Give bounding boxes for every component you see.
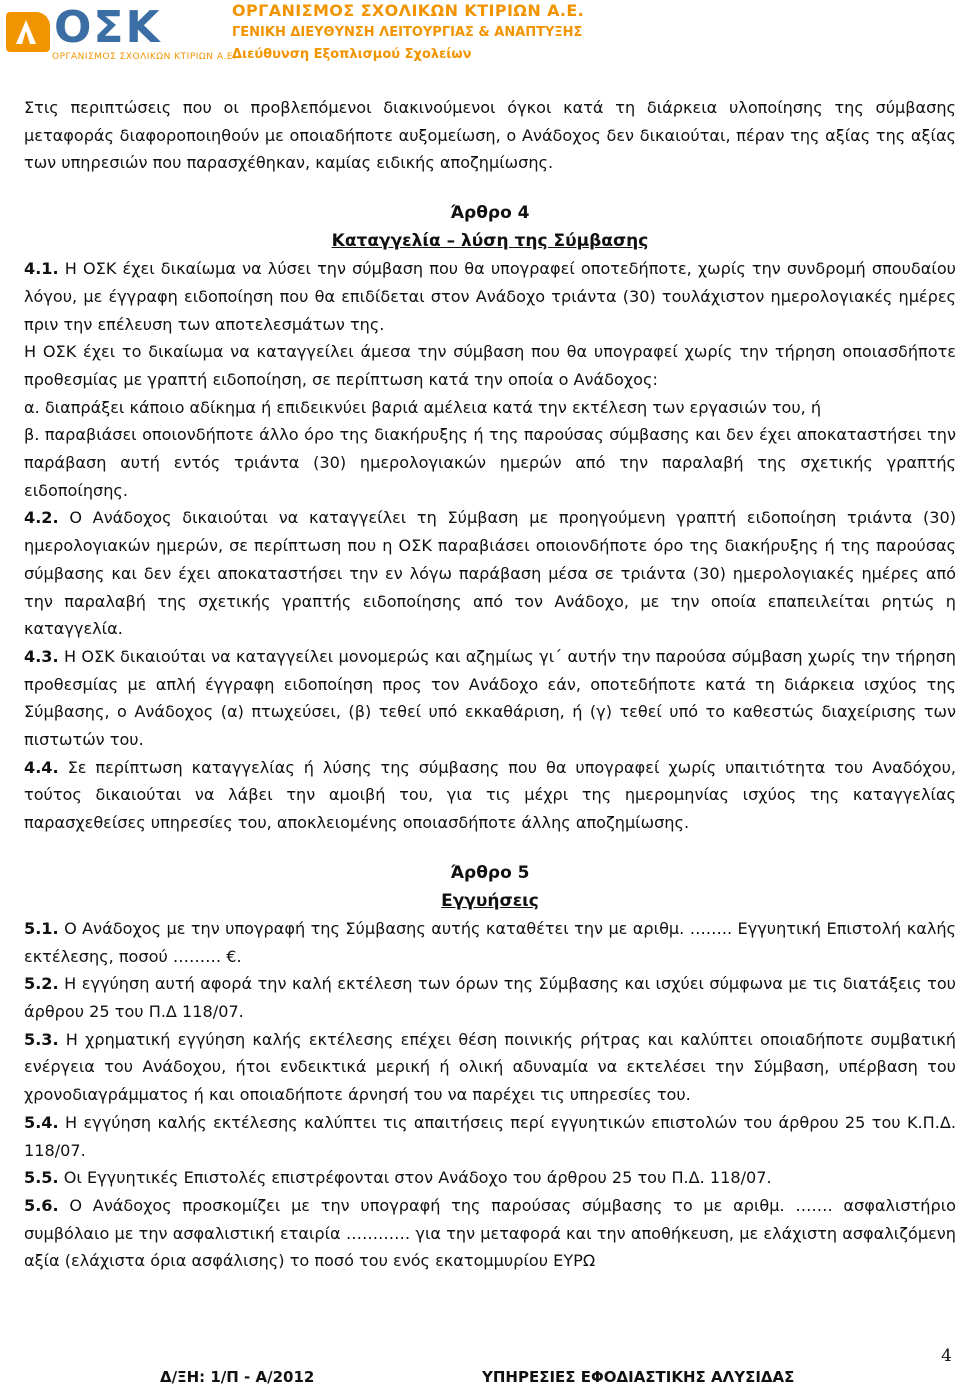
- clause-5-1: [24, 915, 956, 970]
- clause-number: 4.1.: [24, 259, 59, 279]
- osk-logo: [6, 2, 237, 66]
- clause-text: Οι Εγγυητικές Επιστολές επιστρέφονται στον Ανάδοχο του άρθρου 25 του Π.Δ. 118/07.: [63, 1168, 772, 1188]
- clause-4-1-continued: Η ΟΣΚ έχει το δικαίωμα να καταγγείλει άμεσα την σύμβαση που θα υπογραφεί χωρίς την τήρηση οποιασδήποτε προθεσμίας με γραπτή ειδοποίηση, σε περίπτωση κατά την οποία ο Ανάδοχος:: [24, 342, 956, 389]
- clause-4-4: [24, 754, 956, 837]
- article-4-subheading: Καταγγελία – λύση της Σύμβασης: [331, 231, 649, 252]
- article-5-heading: Άρθρο 5: [450, 862, 530, 883]
- clause-text: Ο Ανάδοχος δικαιούται να καταγγείλει τη Σύμβαση με προηγούμενη γραπτή ειδοποίηση τριάντα (30) ημερολογιακών ημερών, σε περίπτωση που η ΟΣΚ παραβιάσει οποιονδήποτε όρο της διακήρυξης ή της παρούσας σύμβασης και δεν έχει αποκαταστήσει την εν λόγω παράβαση μέσα σε τριάντα (30) ημερολογιακές ημέρες από την παραλαβή της σχετικής γραπτής ειδοποίησης από τον Ανάδοχο, με την οποία επαπειλείται ρητώς η καταγγελία.: [24, 508, 956, 639]
- clause-text: Η χρηματική εγγύηση καλής εκτέλεσης επέχει θέση ποινικής ρήτρας και καλύπτει οποιαδήποτε συμβατική ενέργεια του Ανάδοχου, ήτοι ενδεικτικά μερική ή ολική αδυναμία να εκτελέσει την Σύμβαση, υπέρβαση του χρονοδιαγράμματος ή και οποιαδήποτε άρνησή του να παρέχει τις υπηρεσίες του.: [24, 1029, 956, 1105]
- clause-5-5: [24, 1164, 956, 1192]
- clause-text: Η εγγύηση αυτή αφορά την καλή εκτέλεση των όρων της Σύμβασης και ισχύει σύμφωνα με τις διατάξεις του άρθρου 25 του Π.Δ 118/07.: [24, 974, 956, 1021]
- article-5-subheading: Εγγυήσεις: [441, 890, 539, 911]
- footer-service-title: ΥΠΗΡΕΣΙΕΣ ΕΦΟΔΙΑΣΤΙΚΗΣ ΑΛΥΣΙΔΑΣ: [482, 1368, 795, 1386]
- clause-number: 5.3.: [24, 1029, 59, 1049]
- clause-text: Σε περίπτωση καταγγελίας ή λύσης της σύμβασης που θα υπογραφεί χωρίς υπαιτιότητα του Αναδόχου, τούτος δικαιούται να λάβει την αμοιβή του, για τις μέχρι της ημερομηνίας ισχύος της καταγγελίας παρασχεθείσες υπηρεσίες του, αποκλειομένης οποιασδήποτε άλλης αποζημίωσης.: [24, 757, 956, 833]
- page-footer: [0, 1368, 960, 1388]
- clause-4-1: [24, 255, 956, 338]
- clause-4-3: [24, 643, 956, 754]
- article-4-heading: Άρθρο 4: [450, 203, 530, 224]
- page-header: [0, 0, 960, 70]
- document-reference: Δ/ΞΗ: 1/Π - Α/2012: [160, 1368, 315, 1386]
- header-titles: [232, 0, 960, 66]
- clause-item-b: β. παραβιάσει οποιονδήποτε άλλο όρο της διακήρυξης ή της παρούσας σύμβασης και δεν έχει αποκαταστήσει την παράβαση αυτή εντός τριάντα (30) ημερολογιακών ημερών από την παραλαβή της σχετικής γραπτής ειδοποίησης.: [24, 425, 956, 500]
- clause-5-4: [24, 1109, 956, 1164]
- clause-number: 4.4.: [24, 757, 59, 777]
- clause-text: Ο Ανάδοχος προσκομίζει με την υπογραφή της παρούσας σύμβασης το με αριθμ. ……. ασφαλιστήριο συμβόλαιο με την ασφαλιστική εταιρία ………… για την μεταφορά και την αποθήκευση, με ελάχιστη ασφαλιζόμενη αξία (ελάχιστα όρια ασφάλισης) το ποσό του ενός εκατομμυρίου ΕΥΡΩ: [24, 1195, 956, 1271]
- general-directorate: ΓΕΝΙΚΗ ΔΙΕΥΘΥΝΣΗ ΛΕΙΤΟΥΡΓΙΑΣ & ΑΝΑΠΤΥΞΗΣ: [232, 25, 583, 40]
- clause-number: 5.2.: [24, 974, 59, 994]
- clause-number: 4.3.: [24, 646, 59, 666]
- clause-text: Η ΟΣΚ έχει δικαίωμα να λύσει την σύμβαση που θα υπογραφεί οποτεδήποτε, χωρίς την συνδρομή σπουδαίου λόγου, με έγγραφη ειδοποίηση που θα επιδίδεται στον Ανάδοχο τριάντα (30) τουλάχιστον ημερολογιακές ημέρες πριν την επέλευση των αποτελεσμάτων της.: [24, 259, 956, 334]
- clause-text: Ο Ανάδοχος με την υπογραφή της Σύμβασης αυτής καταθέτει την με αριθμ. …….. Εγγυητική Επιστολή καλής εκτέλεσης, ποσού ……… €.: [24, 918, 956, 966]
- clause-number: 5.6.: [24, 1195, 59, 1215]
- clause-text: Η εγγύηση καλής εκτέλεσης καλύπτει τις απαιτήσεις περί εγγυητικών επιστολών του άρθρου 25 του Κ.Π.Δ. 118/07.: [24, 1112, 956, 1160]
- clause-number: 5.4.: [24, 1112, 59, 1132]
- intro-paragraph: Στις περιπτώσεις που οι προβλεπόμενοι διακινούμενοι όγκοι κατά τη διάρκεια υλοποίησης της σύμβασης μεταφοράς διαφοροποιηθούν με οποιαδήποτε αυξομείωση, ο Ανάδοχος δεν δικαιούται, πέραν της αξίας της αξίας των υπηρεσιών που παρασχέθηκαν, καμίας ειδικής αποζημίωσης.: [24, 98, 956, 173]
- organization-name: ΟΡΓΑΝΙΣΜΟΣ ΣΧΟΛΙΚΩΝ ΚΤΙΡΙΩΝ Α.Ε.: [232, 1, 585, 20]
- clause-number: 5.5.: [24, 1168, 59, 1188]
- clause-5-2: [24, 970, 956, 1025]
- directorate: Διεύθυνση Εξοπλισμού Σχολείων: [232, 47, 472, 62]
- clause-5-3: [24, 1026, 956, 1109]
- clause-4-2: [24, 504, 956, 643]
- clause-5-6: [24, 1192, 956, 1275]
- clause-number: 5.1.: [24, 918, 59, 938]
- logo-subtitle: ΟΡΓΑΝΙΣΜΟΣ ΣΧΟΛΙΚΩΝ ΚΤΙΡΙΩΝ Α.Ε.: [52, 52, 237, 62]
- document-body: [24, 94, 956, 1275]
- clause-text: Η ΟΣΚ δικαιούται να καταγγείλει μονομερώς και αζημίως γι΄ αυτήν την παρούσα σύμβαση χωρίς την τήρηση προθεσμίας με απλή έγγραφη ειδοποίηση προς τον Ανάδοχο εάν, οποτεδήποτε κατά τη διάρκεια ισχύος της Σύμβασης, ο Ανάδοχος (α) πτωχεύσει, (β) τεθεί υπό εκκαθάριση, ή (γ) τεθεί υπό το καθεστώς διαχείρισης των πιστωτών του.: [24, 646, 956, 750]
- logo-mark-icon: [6, 12, 50, 52]
- clause-number: 4.2.: [24, 508, 59, 528]
- logo-text: ΟΣΚ: [54, 2, 162, 53]
- page-number: 4: [941, 1346, 952, 1366]
- clause-item-a: α. διαπράξει κάποιο αδίκημα ή επιδεικνύει βαριά αμέλεια κατά την εκτέλεση των εργασιών του, ή: [24, 397, 822, 417]
